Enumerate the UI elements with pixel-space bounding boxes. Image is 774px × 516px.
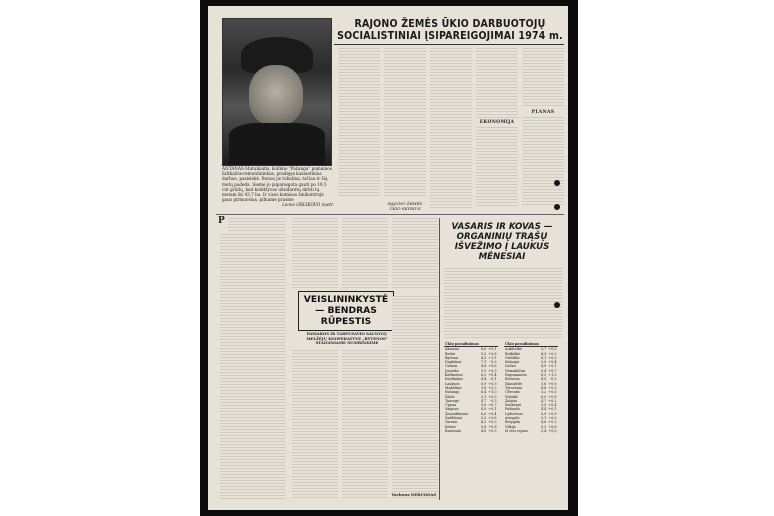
table-cell: Tauragė (445, 398, 460, 403)
table-cell: 5,0 (540, 360, 547, 365)
top-column-3 (430, 48, 472, 208)
fertilizer-table-left (444, 342, 498, 433)
table-cell: 4,5 (540, 377, 547, 382)
top-headline-line2: SOCIALISTINIAI ĮSIPAREIGOJIMAI 1974 m. (337, 30, 563, 42)
table-cell: 4,4 (480, 377, 487, 382)
table-cell: Šaukėnai (505, 403, 521, 408)
top-column-5a (522, 48, 564, 108)
table-cell: +0,6 (548, 381, 557, 386)
table-cell: Skaudvilė (505, 381, 522, 386)
table-cell: Girdiškė (505, 355, 520, 360)
table-cell: Rietavas (505, 377, 520, 382)
table-cell: 4,8 (480, 364, 487, 369)
headline-rule (334, 44, 564, 45)
table-cell: Raseiniai (445, 428, 461, 433)
table-cell: +0,2 (548, 420, 557, 425)
table-cell: Upyna (445, 403, 457, 408)
table-cell: Kryžkalnis (445, 377, 464, 382)
table-cell: +0,6 (548, 424, 557, 429)
table-cell: 6,0 (480, 411, 487, 416)
table-cell: +0,9 (548, 355, 557, 360)
table-cell: 4,6 (540, 420, 547, 425)
top-headline-line1: RAJONO ŽEMĖS ŪKIO DARBUOTOJŲ (354, 18, 546, 30)
binding-hole-2 (554, 204, 560, 210)
table-cell: Pažanga (445, 390, 460, 395)
table-cell: +0,3 (488, 368, 497, 373)
table-cell: Žemaitkiemis (445, 411, 469, 416)
boxed-subhead: PASIAKOS IR TARPUSAVIO SALNYGŲ MELŽĖJŲ KOOPERATYVE „BYTENOS" STAIGINIAME SUSIRINKIME (306, 331, 388, 346)
bottom-column-3a (342, 218, 388, 288)
bottom-column-3b (342, 350, 388, 500)
table-cell: Iš viso rajone (505, 428, 528, 433)
table-cell: Biržai (445, 351, 456, 356)
table-cell: +0,1 (548, 364, 557, 369)
table-cell: -0,1 (489, 377, 497, 382)
table-cell: Dapkūnai (445, 360, 462, 365)
table-cell: 5,8 (480, 424, 487, 429)
right-signature: Vaclovas NERUOGAS (391, 492, 436, 497)
section-ekonomija: EKONOMIJA (479, 120, 515, 125)
table-cell: -0,2 (489, 360, 497, 365)
table-cell: 5,9 (540, 411, 547, 416)
right-intro-text (444, 268, 562, 338)
table-cell: +0,1 (488, 407, 497, 412)
table-cell: +0,5 (548, 390, 557, 395)
bottom-column-4a (392, 218, 438, 288)
table-cell: Vilkija (505, 424, 516, 429)
binding-hole-1 (554, 180, 560, 186)
face (249, 65, 303, 125)
table-cell: 5,6 (480, 403, 487, 408)
table-cell: 6,3 (540, 373, 547, 378)
table-cell: 5,5 (540, 403, 547, 408)
table-cell: +0,2 (488, 420, 497, 425)
table-cell: Ariogala (505, 416, 520, 421)
portrait-photo (222, 18, 332, 166)
table-cell: 5,9 (480, 381, 487, 386)
top-column-2 (384, 48, 426, 198)
table-cell: Vaiguva (445, 407, 459, 412)
fertilizer-table-right (504, 342, 558, 433)
table-cell: Kelmė (445, 424, 456, 429)
bottom-column-4b (392, 296, 438, 500)
table-cell: +1,1 (488, 355, 497, 360)
table-left-header: Ūkio pavadinimas (445, 342, 479, 346)
table-cell: 3,8 (480, 385, 487, 390)
table-cell: +1,0 (488, 390, 497, 395)
right-headline: VASARIS IR KOVAS — ORGANINIŲ TRĄŠŲ IŠVEŽIMO Į LAUKUS MĖNESIAI (451, 222, 553, 262)
binding-hole-3 (554, 302, 560, 308)
table-cell: +0,3 (548, 385, 557, 390)
table-cell: 4,2 (480, 420, 487, 425)
table-cell: +0,6 (488, 364, 497, 369)
table-cell: 4,9 (480, 407, 487, 412)
table-cell: 5,2 (540, 390, 547, 395)
photo-caption-extra: Ir visos komisos žinikontrojė gaus pirmuosius, pilname prasme (222, 192, 324, 203)
section-planas: PLANAS (531, 110, 555, 115)
table-cell: Tytuvėnai (505, 385, 522, 390)
table-cell: 6,6 (480, 347, 487, 352)
table-cell: 5,7 (540, 347, 547, 352)
table-cell: +0,8 (488, 424, 497, 429)
table-row (444, 429, 498, 433)
table-cell: Pašiaušė (505, 407, 520, 412)
table-cell: 6,2 (480, 373, 487, 378)
coat (229, 123, 325, 165)
table-right-header: Ūkio pavadinimas (505, 342, 539, 346)
table-cell: 4,9 (540, 364, 547, 369)
table-cell: Betygala (505, 420, 521, 425)
table-cell: 4,7 (480, 398, 487, 403)
top-column-4a (476, 48, 518, 118)
table-cell: Akmena (445, 347, 459, 352)
table-cell: Aukštelkė (505, 347, 522, 352)
bottom-column-2b (292, 350, 338, 500)
table-cell: Šilalė (445, 394, 455, 399)
table-cell: Viduklė (505, 394, 518, 399)
table-cell: 4,4 (540, 407, 547, 412)
bottom-column-1 (220, 234, 286, 500)
table-cell: 5,4 (540, 428, 547, 433)
table-cell: +0,1 (488, 347, 497, 352)
table-cell: +0,2 (488, 385, 497, 390)
table-cell: Užventis (505, 390, 520, 395)
table-cell: +0,9 (488, 381, 497, 386)
table-cell: +0,4 (488, 411, 497, 416)
table-cell: +0,1 (548, 407, 557, 412)
table-cell: -0,2 (549, 377, 557, 382)
table-cell: Bytėnai (445, 355, 459, 360)
photo-caption-text: ANTANAS Matuikaitis, kolūkio "Pažanga" pamainos šaltkalvis-remontininkas, pradėjęs kasmetinius darbus, pasisiekė. Bonus jis tobulina, tačiau ir šių metų padeda. Sieme jo įsipareigota gauti po 19,5 cnt grūdų, kad kolektyvas užsidarėtų dirbti tą metam iki 43,7 ha. (222, 166, 332, 198)
table-cell: Laukuva (445, 381, 460, 386)
bottom-column-2a (292, 218, 338, 288)
top-column-5b (522, 117, 564, 207)
dropcap: P (218, 216, 225, 226)
top-column-1 (338, 48, 380, 198)
section-divider (216, 214, 564, 215)
table-cell: 4,5 (480, 355, 487, 360)
table-cell: 5,1 (540, 416, 547, 421)
table-cell: 6,0 (540, 394, 547, 399)
table-cell: +0,5 (488, 394, 497, 399)
table-cell: +0,6 (488, 416, 497, 421)
table-cell: 5,3 (540, 424, 547, 429)
table-row (504, 429, 558, 433)
table-cell: +0,2 (548, 351, 557, 356)
table-cell: 5,1 (480, 394, 487, 399)
table-cell: +0,4 (548, 360, 557, 365)
table-cell: 7,1 (480, 360, 487, 365)
table-cell: +1,2 (548, 373, 557, 378)
table-cell: Lyduvėnai (505, 411, 523, 416)
table-cell: Pagramantis (505, 373, 527, 378)
table-cell: +0,7 (488, 403, 497, 408)
table-cell: Lioliai (505, 364, 516, 369)
table-cell: Mažeikiai (445, 385, 462, 390)
table-cell: 4,6 (480, 428, 487, 433)
table-cell: +0,8 (488, 351, 497, 356)
table-cell: +0,4 (548, 403, 557, 408)
top-headline (336, 18, 564, 42)
table-cell: 4,8 (540, 385, 547, 390)
table-cell: Kaltinėnai (445, 373, 463, 378)
table-cell: 6,1 (540, 355, 547, 360)
bottom-col1-lead (228, 218, 286, 232)
photo-author: Leono ORLIKOVO nuotr. (282, 202, 334, 208)
table-cell: 4,3 (540, 351, 547, 356)
table-cell: +0,4 (488, 373, 497, 378)
table-cell: 5,3 (480, 416, 487, 421)
table-cell: Žalpiai (505, 398, 517, 403)
newspaper-page (208, 6, 568, 510)
table-cell: Kalnujai (505, 360, 520, 365)
table-cell: Žadžiūnai (445, 416, 462, 421)
table-cell: Nemakščiai (505, 368, 526, 373)
table-cell: +0,8 (548, 394, 557, 399)
table-cell: 5,6 (540, 381, 547, 386)
table-cell: +0,7 (548, 368, 557, 373)
table-cell: +0,9 (548, 411, 557, 416)
table-cell: -0,3 (489, 398, 497, 403)
table-cell: +0,5 (548, 428, 557, 433)
table-cell: +0,3 (548, 416, 557, 421)
table-cell: 5,5 (480, 368, 487, 373)
table-cell: +0,2 (548, 398, 557, 403)
top-column-4b (476, 127, 518, 207)
table-cell: +0,3 (488, 428, 497, 433)
table-cell: +0,5 (548, 347, 557, 352)
table-cell: 6,4 (480, 390, 487, 395)
table-cell: Gaisrai (445, 364, 458, 369)
boxed-headline: VEISLININKYSTĖ — BENDRAS RŪPESTIS (298, 291, 394, 331)
table-cell: Butkiškė (505, 351, 520, 356)
table-cell: Jonavka (445, 368, 459, 373)
top-signature: RAJONO ŽEMĖS ŪKIO SKYRIUS (387, 201, 423, 211)
table-cell: 5,2 (480, 351, 487, 356)
table-cell: 4,7 (540, 398, 547, 403)
photo-caption (222, 166, 334, 208)
table-cell: 5,4 (540, 368, 547, 373)
table-cell: Varniai (445, 420, 458, 425)
